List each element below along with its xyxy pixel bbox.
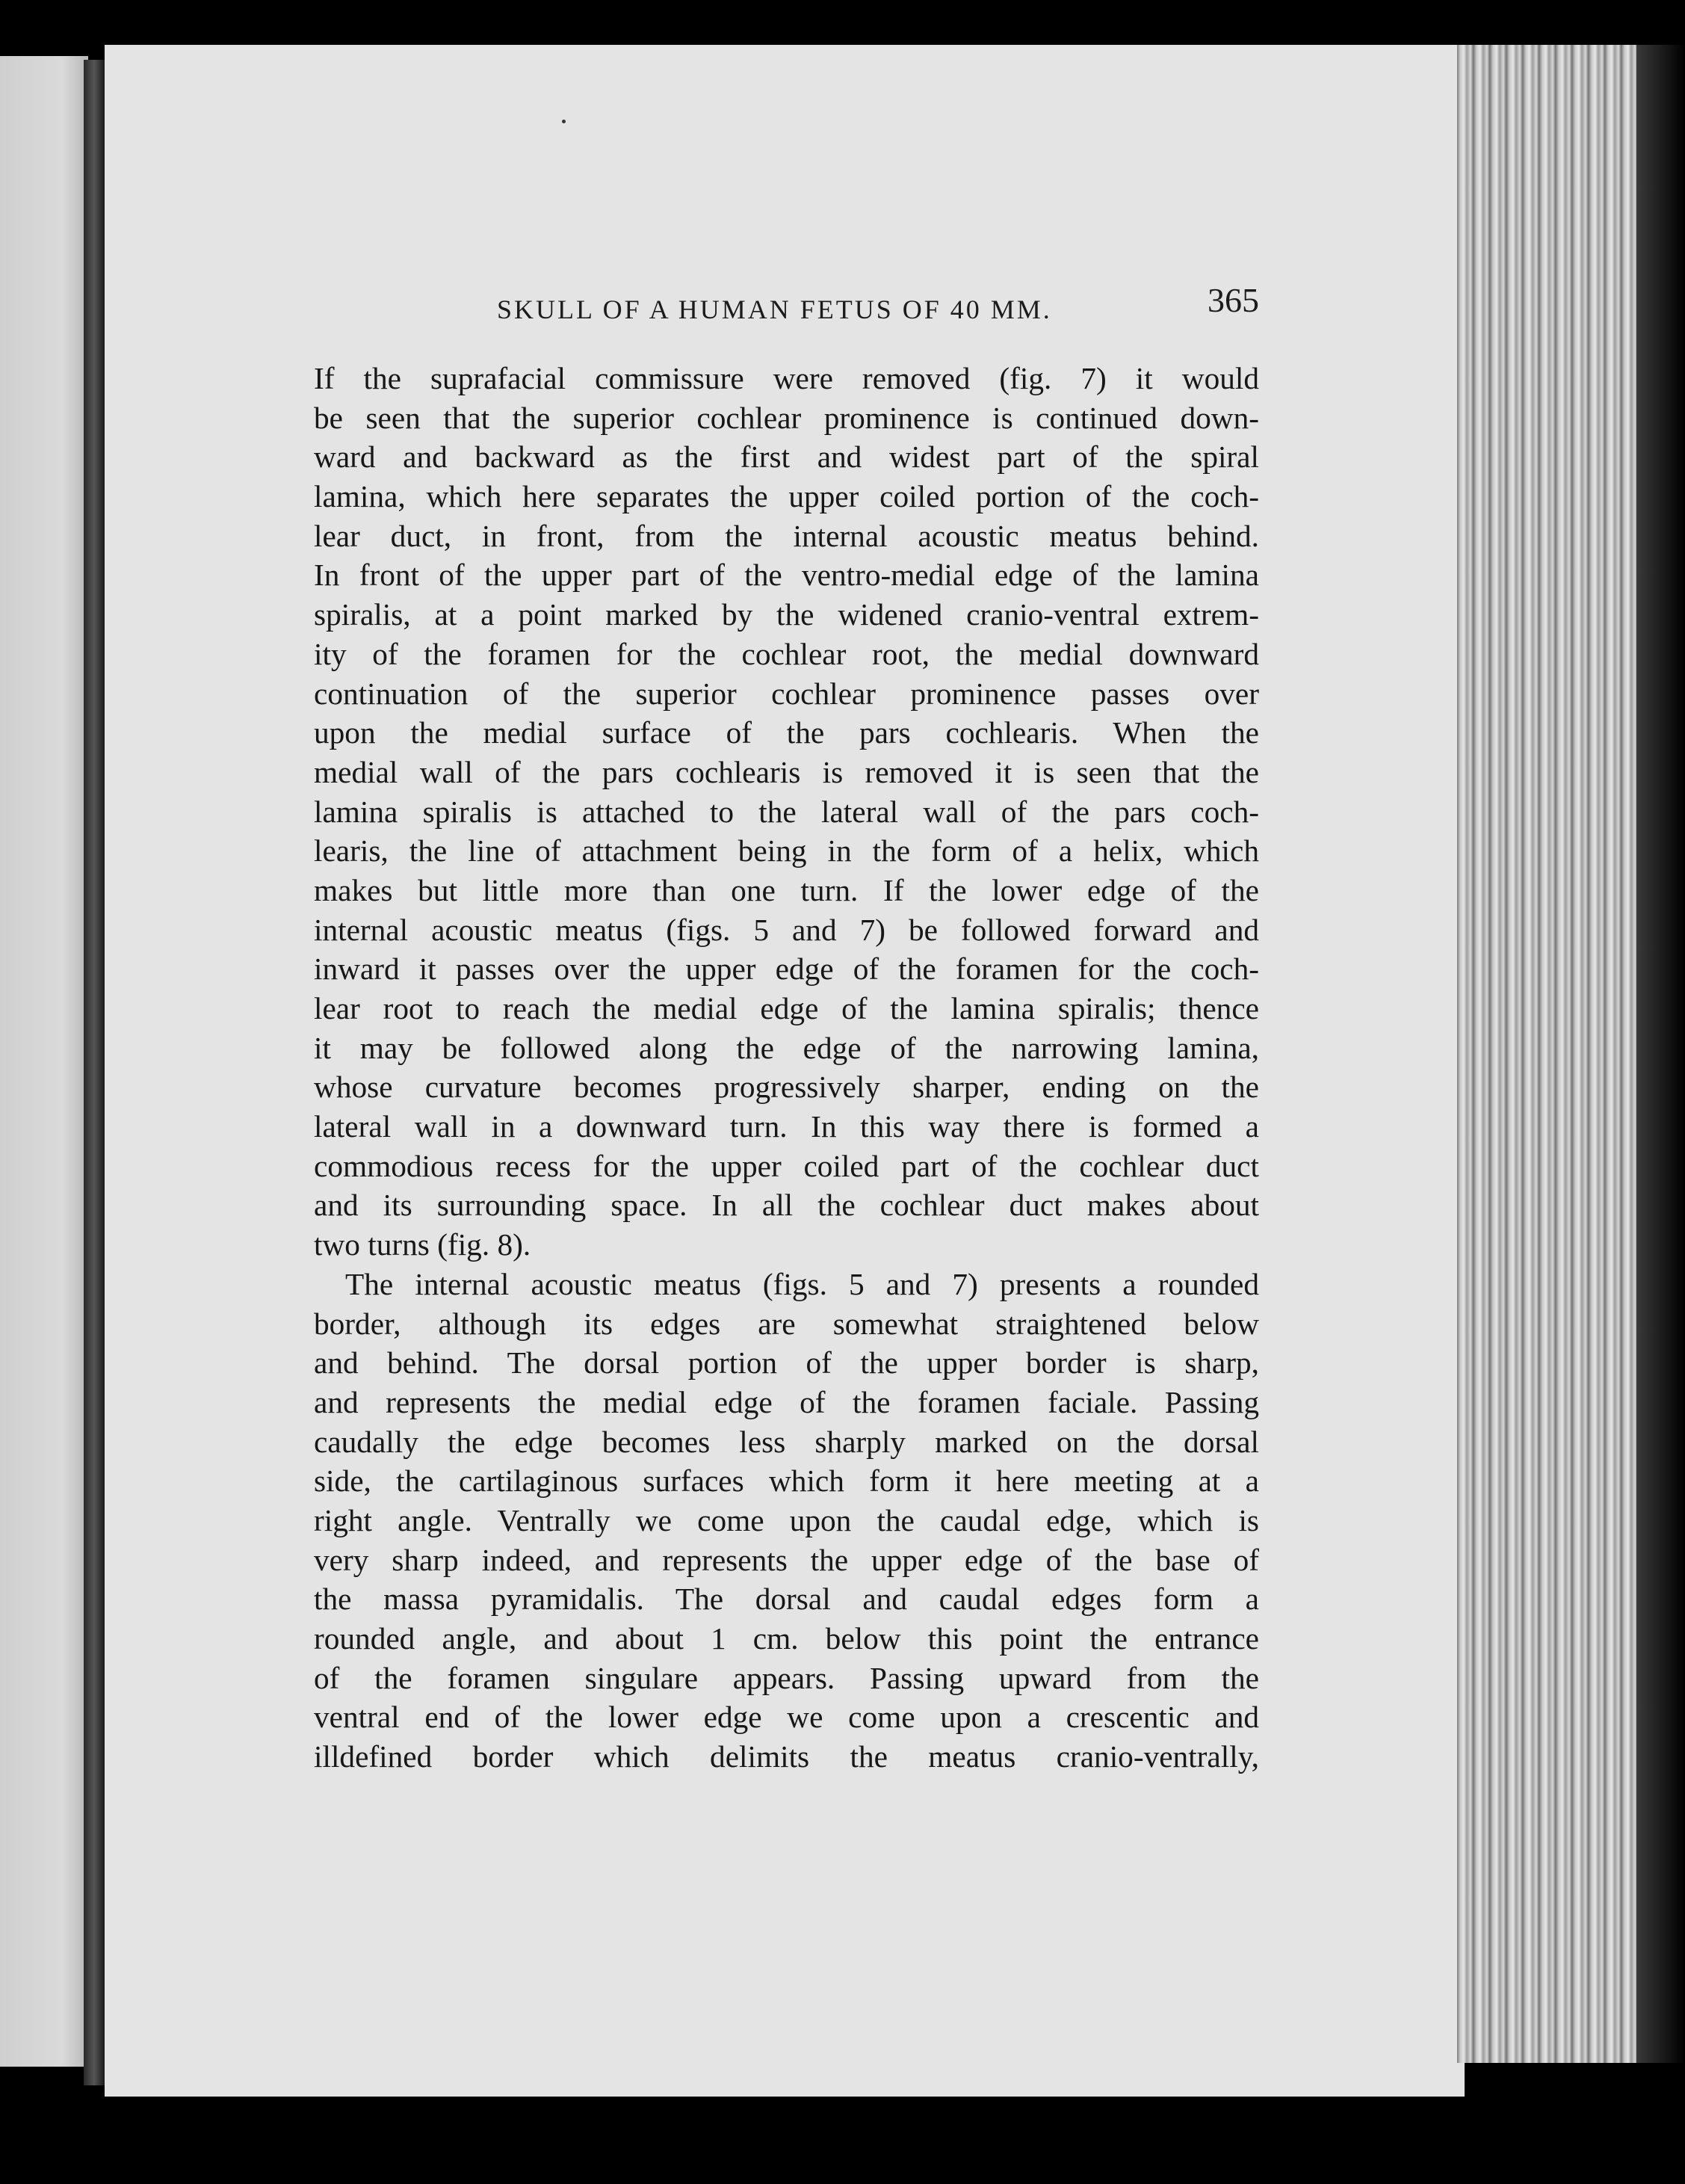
- text-line: lear root to reach the medial edge of the lamina spiralis; thence: [314, 991, 1259, 1025]
- text-line: and behind. The dorsal portion of the upper border is sharp,: [314, 1345, 1259, 1381]
- text-line: In front of the upper part of the ventro-medial edge of the lamina: [314, 558, 1259, 593]
- text-line: spiralis, at a point marked by the widened cranio-ventral extrem-: [314, 597, 1259, 632]
- text-line: very sharp indeed, and represents the upper edge of the base of: [314, 1542, 1259, 1577]
- text-line: and represents the medial edge of the foramen faciale. Passing: [314, 1384, 1259, 1419]
- text-line: continuation of the superior cochlear prominence passes over: [314, 676, 1259, 711]
- text-line: inward it passes over the upper edge of the foramen for the coch-: [314, 951, 1259, 987]
- text-line: medial wall of the pars cochlearis is removed it is seen that the: [314, 754, 1259, 789]
- dust-speck: [562, 120, 566, 123]
- running-head: SKULL OF A HUMAN FETUS OF 40 MM.: [497, 294, 1052, 324]
- text-line: ity of the foramen for the cochlear root, the medial downward: [314, 636, 1259, 671]
- text-line: If the suprafacial commissure were removed (fig. 7) it would: [314, 361, 1259, 395]
- text-line: The internal acoustic meatus (figs. 5 and 7) presents a rounded: [345, 1266, 1259, 1301]
- page-edges-shadow: [1636, 45, 1685, 2063]
- text-line: makes but little more than one turn. If the lower edge of the: [314, 872, 1259, 907]
- page-number: 365: [1208, 281, 1259, 319]
- text-line: and its surrounding space. In all the cochlear duct makes about: [314, 1188, 1259, 1223]
- text-line: be seen that the superior cochlear prominence is continued down-: [314, 400, 1259, 435]
- text-line: lear duct, in front, from the internal acoustic meatus behind.: [314, 518, 1259, 553]
- text-line: whose curvature becomes progressively sharper, ending on the: [314, 1070, 1259, 1105]
- text-line: ward and backward as the first and widest part of the spiral: [314, 439, 1259, 475]
- text-line: of the foramen singulare appears. Passing upward from the: [314, 1660, 1259, 1695]
- text-line: learis, the line of attachment being in the form of a helix, which: [314, 833, 1259, 869]
- text-line: side, the cartilaginous surfaces which form it here meeting at a: [314, 1463, 1259, 1499]
- text-line: rounded angle, and about 1 cm. below this point the entrance: [314, 1621, 1259, 1656]
- text-line: upon the medial surface of the pars cochlearis. When the: [314, 715, 1259, 750]
- text-line: lamina spiralis is attached to the lateral wall of the pars coch-: [314, 794, 1259, 829]
- text-line: lamina, which here separates the upper coiled portion of the coch-: [314, 479, 1259, 514]
- text-line: the massa pyramidalis. The dorsal and caudal edges form a: [314, 1582, 1259, 1617]
- text-line: it may be followed along the edge of the narrowing lamina,: [314, 1030, 1259, 1065]
- text-line: illdefined border which delimits the meatus cranio-ventrally,: [314, 1739, 1259, 1774]
- text-line: commodious recess for the upper coiled part of the cochlear duct: [314, 1148, 1259, 1183]
- left-page-edge: [0, 56, 88, 2067]
- text-line: caudally the edge becomes less sharply marked on the dorsal: [314, 1424, 1259, 1459]
- text-line: two turns (fig. 8).: [314, 1227, 531, 1262]
- text-line: ventral end of the lower edge we come upon a crescentic and: [314, 1700, 1259, 1735]
- page-header: [314, 280, 1259, 340]
- text-line: border, although its edges are somewhat straightened below: [314, 1306, 1259, 1341]
- page-edges-stack: [1457, 45, 1644, 2063]
- book-gutter: [84, 60, 105, 2085]
- text-line: right angle. Ventrally we come upon the caudal edge, which is: [314, 1502, 1259, 1537]
- body-text: [314, 359, 1259, 1777]
- text-line: lateral wall in a downward turn. In this way there is formed a: [314, 1109, 1259, 1144]
- text-line: internal acoustic meatus (figs. 5 and 7) be followed forward and: [314, 912, 1259, 947]
